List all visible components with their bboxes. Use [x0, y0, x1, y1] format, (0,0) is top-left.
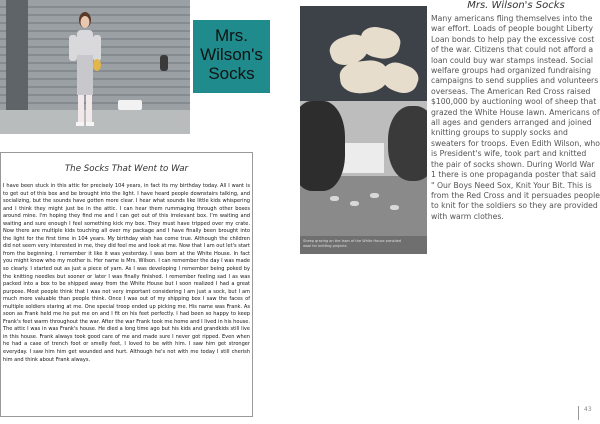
right-body-text: Many americans fling themselves into the war effort. Loads of people bought Liberty Loan bonds to help pay the excessive cost of the war. Citizens that could not afford a loan could buy war stamps instead. Social welfare groups had organized fundraising campaigns to send supplies and volunteers overseas. The American Red Cross raised $100,000 by auctioning wool of sheep that grazed the White House lawn. Americans of all ages and genders arranged and joined knitting groups to supply socks and sweaters for troops. Even Edith Wilson, who is President's wife, took part and knitted the pair of socks shown. During World War 1 there is one propaganda poster that said " Our Boys Need Sox, Knit Your Bit. This is from the Red Cross and it persuades people to knit for the soldiers so they are provided with warm clothes.: [431, 14, 600, 221]
story-box: [0, 152, 253, 417]
page-title: Mrs. Wilson's Socks: [200, 26, 263, 83]
photo-girl-holding-socks: [0, 0, 190, 134]
tree-left: [300, 101, 345, 191]
girl-figure: [60, 10, 110, 134]
sheep: [330, 196, 339, 201]
wall-lamp: [160, 55, 168, 71]
story-title: The Socks That Went to War: [64, 164, 189, 174]
white-tub: [118, 100, 142, 110]
tree-right: [388, 106, 427, 181]
page-number-divider: [578, 406, 579, 420]
sheep: [390, 205, 399, 210]
photo-caption: Sheep grazing on the lawn of the White House provided wool for knitting projects: [303, 239, 401, 248]
photo-socks-display: [300, 6, 427, 102]
sock-4: [378, 59, 421, 98]
story-body-text: I have been stuck in this attic for precisely 104 years, in fact its my birthday today. All I want is to get out of this box and be brought into the light. I have heard people downstairs talking, and socializing, but the sounds have gotten more clear. I hear what sounds like little kids whispering and I think they might just be in the attic. I can hear them rummaging through other boxes around mine. I'm hoping they find me and I can get out of this irrelevant box. I'm waiting and waiting and sure enough I feel something kick my box. They must have tripped over my crate. Now there are multiple kids touching all over my package and I have finally been brought into the light for the first time in 104 years. My birthday wish has come true. Although the children did not seem very interested in me, they did feel me and look at me. Now that I am out let's start from the beginning. I remember it like it was yesterday. I was born at the White House. In fact you might know who my mother is. Her name is Mrs. Wilson. I can remember the day I was made so clearly. I started out as just a piece of yarn. As I was developing I remember being poked by the knitting needles but sooner or later I was finally finished. I remember feeling sad I as was packed into a box to be shipped away from the White House but I soon realized I had a great purpose. Most people think that I was not very important considering I am just a sock, but I am much more valuable than people think. Once I was out of my shipping box I saw the faces of multiple soldiers staring at me. One special troop ended up picking me. His name was Frank. As soon as Frank held me he put me on and I fit on his feet perfectly. I had been so happy to keep Frank's feet warm throughout the war. After the war Frank took me home and I lived in his house. The attic I was in was Frank's house. He died a long time ago but his kids and grandkids still live in this house. Frank always took good care of me and made sure I never got ripped. Even when he had a case of trench foot or smelly feet, I loved to be with him. I saw him get stronger everyday. I saw him him get wounded and hurt. Although he's not with me today I still cherish him and think about Frank always.: [3, 183, 251, 363]
sheep: [370, 193, 379, 198]
photo-white-house-sheep: [300, 101, 427, 254]
sheep: [350, 201, 359, 206]
right-heading: Mrs. Wilson's Socks: [467, 0, 565, 11]
page-number: 43: [584, 406, 592, 413]
title-box: [193, 20, 270, 93]
